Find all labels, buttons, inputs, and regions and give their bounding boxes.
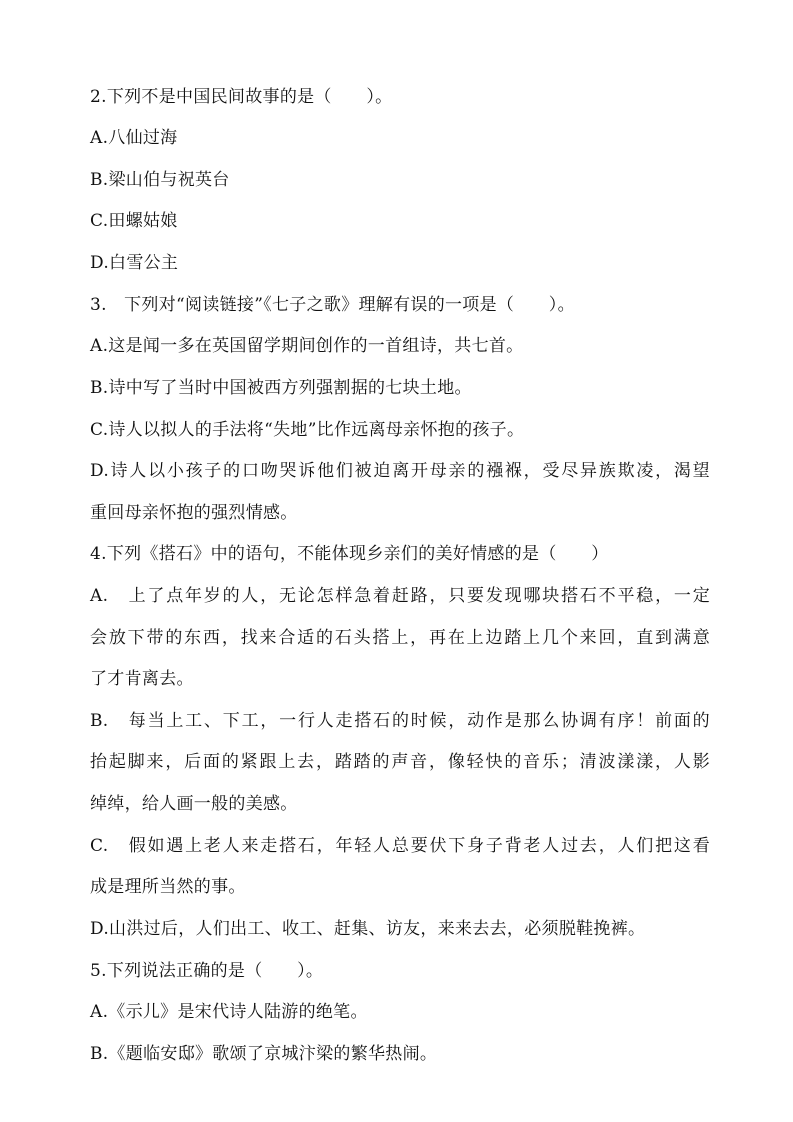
question-3-option-a: A.这是闻一多在英国留学期间创作的一首组诗，共七首。 [90, 336, 524, 356]
question-4-option-c-line-2: 成是理所当然的事。 [90, 877, 246, 897]
question-3-option-b: B.诗中写了当时中国被西方列强割据的七块土地。 [90, 378, 472, 398]
question-4-option-c: C. 假如遇上老人来走搭石，年轻人总要伏下身子背老人过去，人们把这看 [90, 836, 710, 856]
question-2-option-c: C.田螺姑娘 [90, 211, 178, 231]
question-5-stem: 5.下列说法正确的是（ ）。 [90, 961, 324, 981]
question-4-option-b-line-3: 绰绰，给人画一般的美感。 [90, 794, 298, 814]
question-2-option-d: D.白雪公主 [90, 253, 179, 273]
question-4-option-a-line-2: 会放下带的东西，找来合适的石头搭上，再在上边踏上几个来回，直到满意 [90, 628, 710, 648]
question-2-stem: 2.下列不是中国民间故事的是（ ）。 [90, 87, 393, 107]
question-4-stem: 4.下列《搭石》中的语句，不能体现乡亲们的美好情感的是（ ） [90, 544, 609, 564]
question-4-option-a: A. 上了点年岁的人，无论怎样急着赶路，只要发现哪块搭石不平稳，一定 [90, 586, 710, 606]
question-4-option-a-line-3: 了才肯离去。 [90, 669, 194, 689]
question-4-option-b: B. 每当上工、下工，一行人走搭石的时候，动作是那么协调有序！前面的 [90, 711, 710, 731]
question-2-option-b: B.梁山伯与祝英台 [90, 170, 230, 190]
question-3-stem: 3. 下列对“阅读链接”《七子之歌》理解有误的一项是（ ）。 [90, 295, 575, 315]
question-2-option-a: A.八仙过海 [90, 128, 178, 148]
question-5-option-a: A.《示儿》是宋代诗人陆游的绝笔。 [90, 1002, 368, 1022]
question-3-option-d-continued: 重回母亲怀抱的强烈情感。 [90, 503, 298, 523]
question-3-option-c: C.诗人以拟人的手法将“失地”比作远离母亲怀抱的孩子。 [90, 420, 525, 440]
question-5-option-b: B.《题临安邸》歌颂了京城汴梁的繁华热闹。 [90, 1044, 438, 1064]
question-4-option-b-line-2: 抬起脚来，后面的紧跟上去，踏踏的声音，像轻快的音乐；清波漾漾，人影 [90, 752, 710, 772]
question-4-option-d: D.山洪过后，人们出工、收工、赶集、访友，来来去去，必须脱鞋挽裤。 [90, 919, 646, 939]
question-3-option-d: D.诗人以小孩子的口吻哭诉他们被迫离开母亲的襁褓，受尽异族欺凌，渴望 [90, 461, 710, 481]
